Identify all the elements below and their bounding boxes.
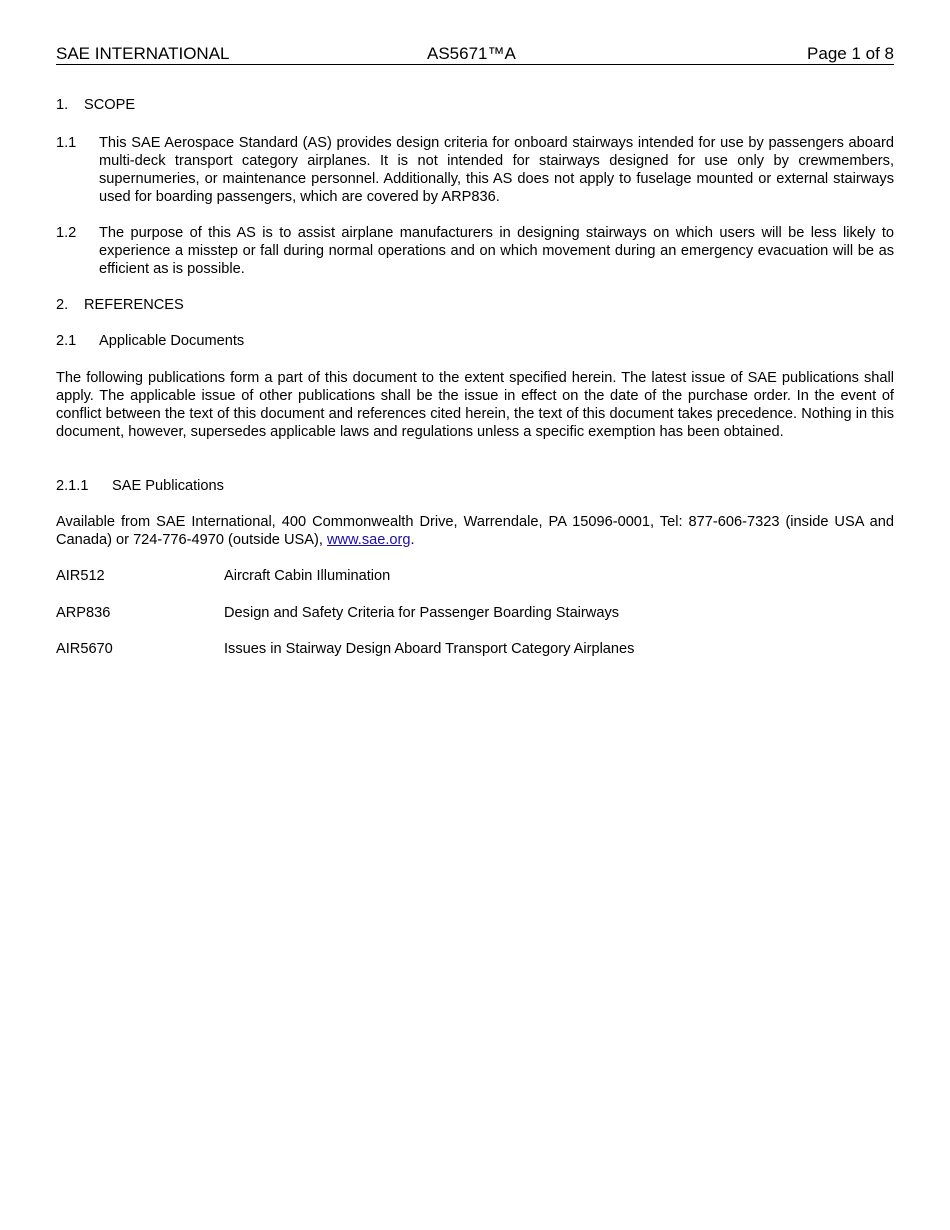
section-heading-scope — [56, 97, 894, 115]
section-title: Applicable Documents — [99, 333, 245, 349]
reference-code: ARP836 — [56, 605, 111, 621]
availability-paragraph — [56, 514, 894, 550]
availability-end: . — [410, 531, 415, 548]
section-title: SCOPE — [84, 97, 136, 113]
header-page-number: Page 1 of 8 — [807, 44, 894, 63]
reference-code: AIR512 — [56, 568, 105, 584]
paragraph-1-1 — [56, 135, 894, 207]
reference-row — [56, 605, 894, 623]
reference-title: Aircraft Cabin Illumination — [224, 568, 391, 584]
paragraph-text: The purpose of this AS is to assist airplane manufacturers in designing stairways on which users will be less likely to experience a misstep or fall during normal operations and on which movement during an emergency evacuation will be as efficient as is possible. — [99, 225, 894, 277]
paragraph-number: 1.1 — [56, 135, 77, 151]
paragraph-text: This SAE Aerospace Standard (AS) provides design criteria for onboard stairways intended for use by passengers aboard multi-deck transport category airplanes. It is not intended for stairways designed for use only by crewmembers, supernumeries, or maintenance personnel. Additionally, this AS does not apply to fuselage mounted or external stairways used for boarding passengers, which are covered by ARP836. — [99, 135, 894, 205]
reference-row — [56, 568, 894, 586]
section-number: 1. — [56, 97, 69, 113]
paragraph-number: 1.2 — [56, 225, 77, 241]
page-header — [56, 44, 894, 65]
sae-website-link[interactable]: www.sae.org — [326, 531, 411, 548]
document-page — [56, 0, 894, 1230]
reference-title: Design and Safety Criteria for Passenger Boarding Stairways — [224, 605, 620, 621]
section-heading-references — [56, 297, 894, 315]
section-number: 2.1.1 — [56, 478, 89, 494]
section-title: REFERENCES — [84, 297, 184, 313]
reference-title: Issues in Stairway Design Aboard Transport Category Airplanes — [224, 641, 635, 657]
reference-row — [56, 641, 894, 659]
header-document-id: AS5671™A — [427, 44, 516, 63]
reference-code: AIR5670 — [56, 641, 113, 657]
applicable-documents-paragraph: The following publications form a part of this document to the extent specified herein. The latest issue of SAE publications shall apply. The applicable issue of other publications shall be the issue in effect on the date of the purchase order. In the event of conflict between the text of this document and references cited herein, the text of this document takes precedence. Nothing in this document, however, supersedes applicable laws and regulations unless a specific exemption has been obtained. — [56, 370, 894, 440]
section-number: 2.1 — [56, 333, 77, 349]
availability-text: Available from SAE International, 400 Commonwealth Drive, Warrendale, PA 15096-0001, Tel: 877-606-7323 (inside USA and Canada) or 724-776-4970 (outside USA), — [56, 514, 894, 548]
section-title: SAE Publications — [112, 478, 224, 494]
subsection-heading-applicable-documents — [56, 333, 894, 351]
header-organization: SAE INTERNATIONAL — [56, 44, 230, 63]
section-number: 2. — [56, 297, 69, 313]
subsection-heading-sae-publications — [56, 478, 894, 496]
paragraph-1-2 — [56, 225, 894, 279]
